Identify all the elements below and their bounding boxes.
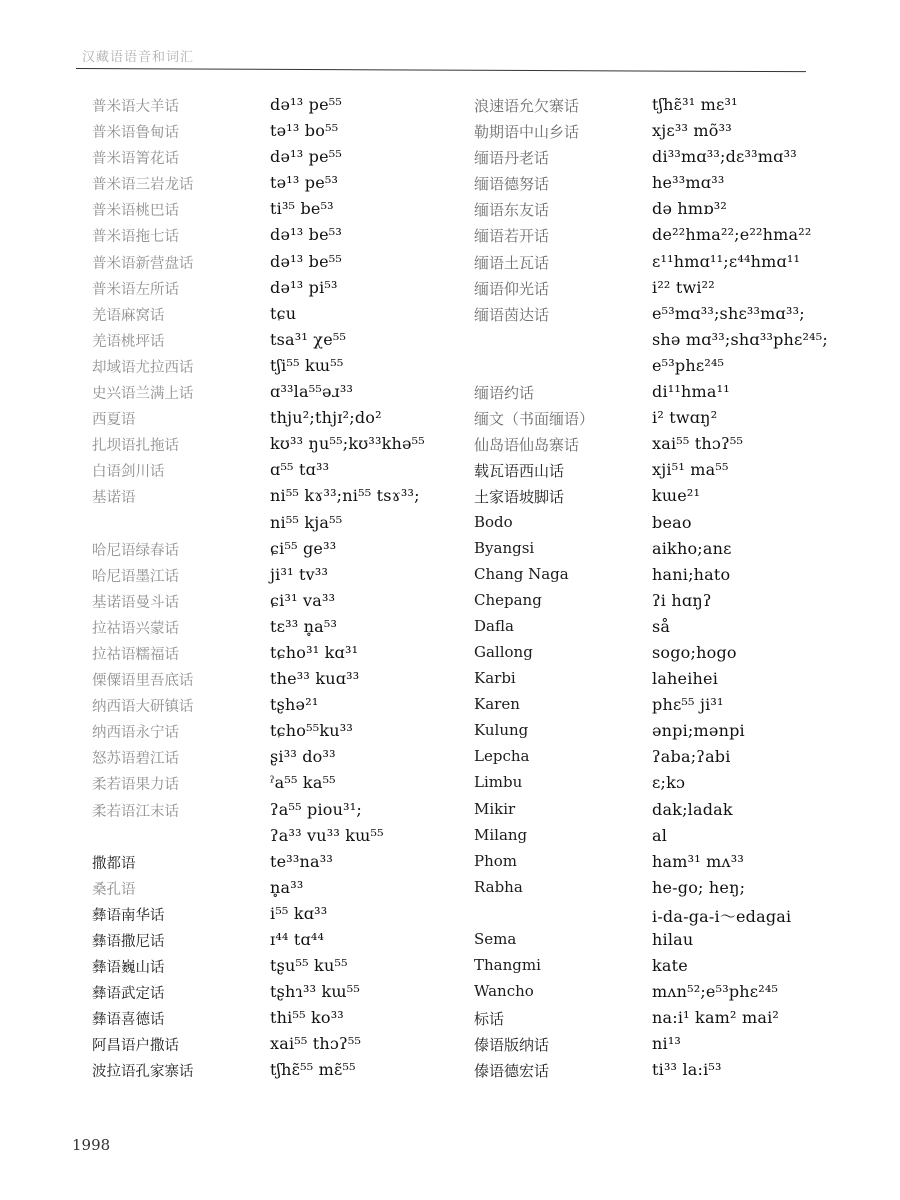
dictionary-row [92, 565, 425, 591]
phonetic-form: e⁵³mɑ³³;shɛ³³mɑ³³; [652, 303, 805, 323]
language-name: 纳西语永宁话 [92, 725, 179, 742]
language-name: 羌语桃坪话 [92, 333, 165, 350]
dictionary-row [92, 826, 425, 852]
dictionary-row [92, 747, 425, 773]
phonetic-form: thju²;thjɪ²;do² [270, 408, 382, 428]
dictionary-row [474, 278, 828, 304]
language-name: Mikir [474, 799, 516, 818]
language-name: 阿昌语户撒话 [92, 1038, 179, 1055]
dictionary-row [92, 513, 425, 539]
dictionary-row [92, 199, 425, 225]
phonetic-form: ji³¹ tv³³ [270, 564, 329, 584]
phonetic-form: hani;hato [652, 564, 731, 584]
phonetic-form: i⁵⁵ kɑ³³ [270, 903, 328, 923]
dictionary-row [474, 591, 828, 617]
language-name: 普米语新营盘话 [92, 255, 194, 272]
phonetic-form: tʂu⁵⁵ ku⁵⁵ [270, 956, 348, 976]
dictionary-row [92, 252, 425, 278]
dictionary-row [474, 225, 828, 251]
phonetic-form: ʂi³³ do³³ [270, 747, 336, 767]
language-name: 傈僳语里吾底话 [92, 673, 194, 690]
dictionary-row [92, 304, 425, 330]
dictionary-row [92, 408, 425, 434]
phonetic-form: e⁵³phɛ²⁴⁵ [652, 355, 725, 375]
dictionary-row [474, 878, 828, 904]
phonetic-form: phɛ⁵⁵ ji³¹ [652, 695, 724, 715]
phonetic-form: ni⁵⁵ kɤ³³;ni⁵⁵ tsɤ³³; [270, 486, 420, 506]
dictionary-row [474, 252, 828, 278]
dictionary-row [474, 721, 828, 747]
dictionary-row [474, 539, 828, 565]
language-name: 彝语撒尼话 [92, 934, 165, 950]
phonetic-form: dǝ¹³ be⁵⁵ [270, 251, 342, 271]
phonetic-form: tɕu [270, 303, 297, 323]
dictionary-row [92, 669, 425, 695]
dictionary-row [92, 278, 425, 304]
language-name: 仙岛语仙岛寨话 [474, 436, 580, 455]
language-name: Phom [474, 851, 518, 870]
dictionary-row [92, 643, 425, 669]
dictionary-row [474, 1060, 828, 1086]
dictionary-row [474, 930, 828, 956]
language-name: 拉祜语兴蒙话 [92, 620, 179, 637]
language-name: 史兴语兰满上话 [92, 386, 194, 403]
phonetic-form: dǝ¹³ pe⁵⁵ [270, 95, 342, 114]
dictionary-row [92, 1008, 425, 1034]
language-name: 勒期语中山乡话 [474, 123, 580, 142]
dictionary-row [92, 956, 425, 982]
dictionary-row [474, 486, 828, 512]
page-number: 1998 [72, 1136, 111, 1154]
phonetic-form: ni⁵⁵ kja⁵⁵ [270, 512, 343, 532]
language-name: 缅语德努话 [474, 175, 550, 194]
language-name: 柔若语果力话 [92, 777, 179, 794]
language-name: 彝语南华话 [92, 907, 165, 924]
language-name: 标话 [474, 1010, 505, 1029]
dictionary-row [92, 1034, 425, 1060]
dictionary-row [92, 852, 425, 878]
phonetic-form: ˀa⁵⁵ ka⁵⁵ [270, 773, 336, 793]
language-name: 纳西语大研镇话 [92, 699, 194, 716]
dictionary-row [474, 643, 828, 669]
dictionary-row [92, 695, 425, 721]
phonetic-form: de²²hma²²;e²²hma²² [652, 225, 812, 245]
phonetic-form: kate [652, 956, 688, 976]
language-name: 哈尼语墨江话 [92, 568, 179, 585]
phonetic-form: xji⁵¹ ma⁵⁵ [652, 460, 729, 480]
dictionary-row [92, 982, 425, 1008]
phonetic-form: na:i¹ kam² mai² [652, 1008, 779, 1028]
dictionary-row [474, 199, 828, 225]
dictionary-row [474, 356, 828, 382]
language-name: 普米语鲁甸话 [92, 125, 179, 142]
language-name: Chepang [474, 590, 542, 609]
header-rule [76, 68, 806, 72]
dictionary-row [92, 904, 425, 930]
language-name: 缅语丹老话 [474, 149, 550, 168]
language-name: 土家语坡脚话 [474, 488, 565, 507]
phonetic-form: laheihei [652, 669, 719, 689]
phonetic-form: he³³mɑ³³ [652, 173, 725, 193]
phonetic-form: xai⁵⁵ thɔʔ⁵⁵ [652, 434, 744, 454]
phonetic-form: xjɛ³³ mõ³³ [652, 121, 732, 141]
dictionary-row [474, 826, 828, 852]
language-name: 普米语三岩龙话 [92, 177, 194, 194]
dictionary-row [92, 147, 425, 173]
dictionary-row [92, 434, 425, 460]
phonetic-form: dak;ladak [652, 799, 733, 819]
phonetic-form: shǝ mɑ³³;shɑ³³phɛ²⁴⁵; [652, 329, 828, 349]
language-name: 却域语尤拉西话 [92, 359, 194, 376]
phonetic-form: dǝ¹³ pi⁵³ [270, 277, 338, 297]
phonetic-form: ɕi⁵⁵ ge³³ [270, 538, 337, 558]
dictionary-row [92, 356, 425, 382]
language-name: Kulung [474, 721, 529, 740]
language-name: 缅语茵达话 [474, 305, 550, 324]
phonetic-form: ɑ³³la⁵⁵ǝɹ³³ [270, 382, 354, 402]
language-name: 彝语武定话 [92, 986, 165, 1003]
phonetic-form: tɕho⁵⁵ku³³ [270, 721, 353, 741]
phonetic-form: ǝnpi;mǝnpi [652, 721, 745, 741]
phonetic-form: ɛ¹¹hmɑ¹¹;ɛ⁴⁴hmɑ¹¹ [652, 251, 801, 271]
language-name: 普米语箐花话 [92, 151, 179, 168]
language-name: 缅语仰光话 [474, 279, 550, 298]
dictionary-row [92, 721, 425, 747]
phonetic-form: aikho;anɛ [652, 538, 732, 558]
phonetic-form: ti³³ la:i⁵³ [652, 1060, 722, 1080]
language-name: 波拉语孔家寨话 [92, 1064, 194, 1081]
dictionary-row [474, 904, 828, 930]
language-name: 羌语麻窝话 [92, 307, 165, 324]
phonetic-form: tǝ¹³ bo⁵⁵ [270, 121, 339, 141]
phonetic-form: sogo;hogo [652, 642, 737, 662]
language-name: 白语剑川话 [92, 464, 165, 481]
phonetic-form: dǝ¹³ pe⁵⁵ [270, 147, 342, 167]
phonetic-form: the³³ kuɑ³³ [270, 669, 360, 689]
dictionary-row [92, 330, 425, 356]
phonetic-form: n̥a³³ [270, 877, 304, 897]
left-column [92, 95, 425, 1087]
phonetic-form: te³³na³³ [270, 851, 333, 871]
dictionary-row [474, 747, 828, 773]
dictionary-row [474, 121, 828, 147]
phonetic-form: beao [652, 512, 692, 532]
language-name: 扎坝语扎拖话 [92, 438, 179, 455]
language-name: Chang Naga [474, 564, 569, 583]
phonetic-form: kɯe²¹ [652, 486, 701, 506]
dictionary-row [474, 513, 828, 539]
language-name: Thangmi [474, 956, 541, 975]
phonetic-form: mʌn⁵²;e⁵³phɛ²⁴⁵ [652, 982, 779, 1002]
dictionary-row [92, 460, 425, 486]
dictionary-row [474, 1034, 828, 1060]
language-name: 基诺语曼斗话 [92, 594, 179, 611]
phonetic-form: ɑ⁵⁵ tɑ³³ [270, 460, 330, 480]
phonetic-form: tsa³¹ χe⁵⁵ [270, 329, 347, 349]
language-name: 柔若语江末话 [92, 803, 179, 820]
dictionary-row [474, 434, 828, 460]
dictionary-row [474, 304, 828, 330]
language-name: 缅文（书面缅语） [474, 410, 595, 429]
language-name: Rabha [474, 877, 523, 896]
phonetic-form: di¹¹hma¹¹ [652, 382, 730, 402]
phonetic-form: tɕho³¹ kɑ³¹ [270, 642, 359, 662]
dictionary-row [474, 773, 828, 799]
dictionary-row [92, 773, 425, 799]
phonetic-form: kʊ³³ ŋu⁵⁵;kʊ³³khǝ⁵⁵ [270, 434, 425, 454]
phonetic-form: ʔi hɑŋʔ [652, 590, 712, 610]
phonetic-form: ɪ⁴⁴ tɑ⁴⁴ [270, 930, 325, 949]
phonetic-form: tʂhɿ³³ kɯ⁵⁵ [270, 982, 360, 1002]
phonetic-form: ɛ;kɔ [652, 773, 686, 793]
phonetic-form: ɕi³¹ va³³ [270, 590, 336, 610]
language-name: 普米语桃巴话 [92, 203, 179, 220]
language-name: 彝语巍山话 [92, 960, 165, 977]
dictionary-row [92, 930, 425, 956]
dictionary-row [92, 1060, 425, 1086]
language-name: Dafla [474, 616, 514, 635]
dictionary-row [92, 878, 425, 904]
language-name: 彝语喜德话 [92, 1012, 165, 1029]
language-name: 撒都语 [92, 855, 136, 872]
language-name: 普米语拖七话 [92, 229, 179, 246]
phonetic-form: tʃi⁵⁵ kɯ⁵⁵ [270, 355, 344, 375]
dictionary-row [474, 669, 828, 695]
language-name: 傣语版纳话 [474, 1036, 550, 1055]
phonetic-form: tǝ¹³ pe⁵³ [270, 173, 339, 193]
language-name: 载瓦语西山话 [474, 462, 565, 481]
language-name: 浪速语允欠寨话 [474, 97, 580, 115]
dictionary-row [474, 408, 828, 434]
language-name: Karbi [474, 669, 516, 688]
right-column [474, 95, 828, 1087]
phonetic-form: dǝ hmɒ³² [652, 199, 727, 219]
dictionary-row [474, 147, 828, 173]
dictionary-row [92, 800, 425, 826]
language-name: 西夏语 [92, 412, 136, 429]
phonetic-form: he-go; heŋ; [652, 877, 746, 897]
dictionary-row [474, 982, 828, 1008]
phonetic-form: ti³⁵ be⁵³ [270, 199, 334, 219]
dictionary-row [474, 565, 828, 591]
phonetic-form: dǝ¹³ be⁵³ [270, 225, 342, 245]
phonetic-form: hilau [652, 930, 694, 949]
dictionary-row [92, 225, 425, 251]
dictionary-row [92, 95, 425, 121]
phonetic-form: så [652, 616, 671, 636]
language-name: 缅语土瓦话 [474, 253, 550, 272]
language-name: Bodo [474, 512, 513, 531]
language-name: 普米语大羊话 [92, 99, 179, 115]
language-name: Lepcha [474, 747, 530, 766]
dictionary-row [474, 800, 828, 826]
phonetic-form: ham³¹ mʌ³³ [652, 851, 744, 871]
phonetic-form: ʔaba;ʔabi [652, 747, 731, 767]
phonetic-form: i²² twi²² [652, 277, 715, 297]
dictionary-row [474, 852, 828, 878]
language-name: 缅语东友话 [474, 201, 550, 220]
phonetic-form: tʃhɛ̃⁵⁵ mɛ̃⁵⁵ [270, 1060, 356, 1080]
phonetic-form: ʔa⁵⁵ piou³¹; [270, 799, 362, 819]
dictionary-row [474, 460, 828, 486]
dictionary-row [92, 486, 425, 512]
dictionary-row [474, 95, 828, 121]
language-name: Wancho [474, 982, 534, 1001]
language-name: Milang [474, 825, 528, 844]
language-name: 缅语若开话 [474, 227, 550, 246]
dictionary-row [92, 591, 425, 617]
language-name: 普米语左所话 [92, 281, 179, 298]
dictionary-row [92, 617, 425, 643]
language-name: 桑孔语 [92, 881, 136, 898]
language-name: Byangsi [474, 538, 535, 557]
dictionary-row [92, 121, 425, 147]
dictionary-row [474, 695, 828, 721]
phonetic-form: ni¹³ [652, 1034, 682, 1054]
language-name: Karen [474, 695, 520, 714]
phonetic-form: di³³mɑ³³;dɛ³³mɑ³³ [652, 147, 797, 167]
language-name: 拉祜语糯福话 [92, 646, 179, 663]
dictionary-row [474, 1008, 828, 1034]
phonetic-form: xai⁵⁵ thɔʔ⁵⁵ [270, 1034, 362, 1054]
phonetic-form: tʂhǝ²¹ [270, 695, 319, 715]
phonetic-form: i² twɑŋ² [652, 408, 718, 428]
language-name: 怒苏语碧江话 [92, 751, 179, 768]
dictionary-row [474, 617, 828, 643]
phonetic-form: al [652, 825, 668, 845]
language-name: Limbu [474, 773, 523, 792]
phonetic-form: tʃhɛ̃³¹ mɛ³¹ [652, 95, 738, 114]
language-name: 缅语约话 [474, 384, 535, 403]
language-name: 哈尼语绿春话 [92, 542, 179, 559]
phonetic-form: thi⁵⁵ ko³³ [270, 1008, 344, 1028]
dictionary-row [92, 173, 425, 199]
phonetic-form: i-da-ga-i～edagai [652, 906, 792, 926]
running-header: 汉藏语语音和词汇 [82, 50, 195, 65]
dictionary-row [92, 382, 425, 408]
phonetic-form: tɛ³³ n̥a⁵³ [270, 616, 338, 636]
language-name: 傣语德宏话 [474, 1062, 550, 1081]
dictionary-row [92, 539, 425, 565]
language-name: Gallong [474, 642, 533, 661]
dictionary-row [474, 330, 828, 356]
language-name: 基诺语 [92, 490, 136, 507]
dictionary-row [474, 173, 828, 199]
dictionary-row [474, 956, 828, 982]
language-name: Sema [474, 930, 517, 948]
dictionary-row [474, 382, 828, 408]
phonetic-form: ʔa³³ vu³³ kɯ⁵⁵ [270, 825, 384, 845]
